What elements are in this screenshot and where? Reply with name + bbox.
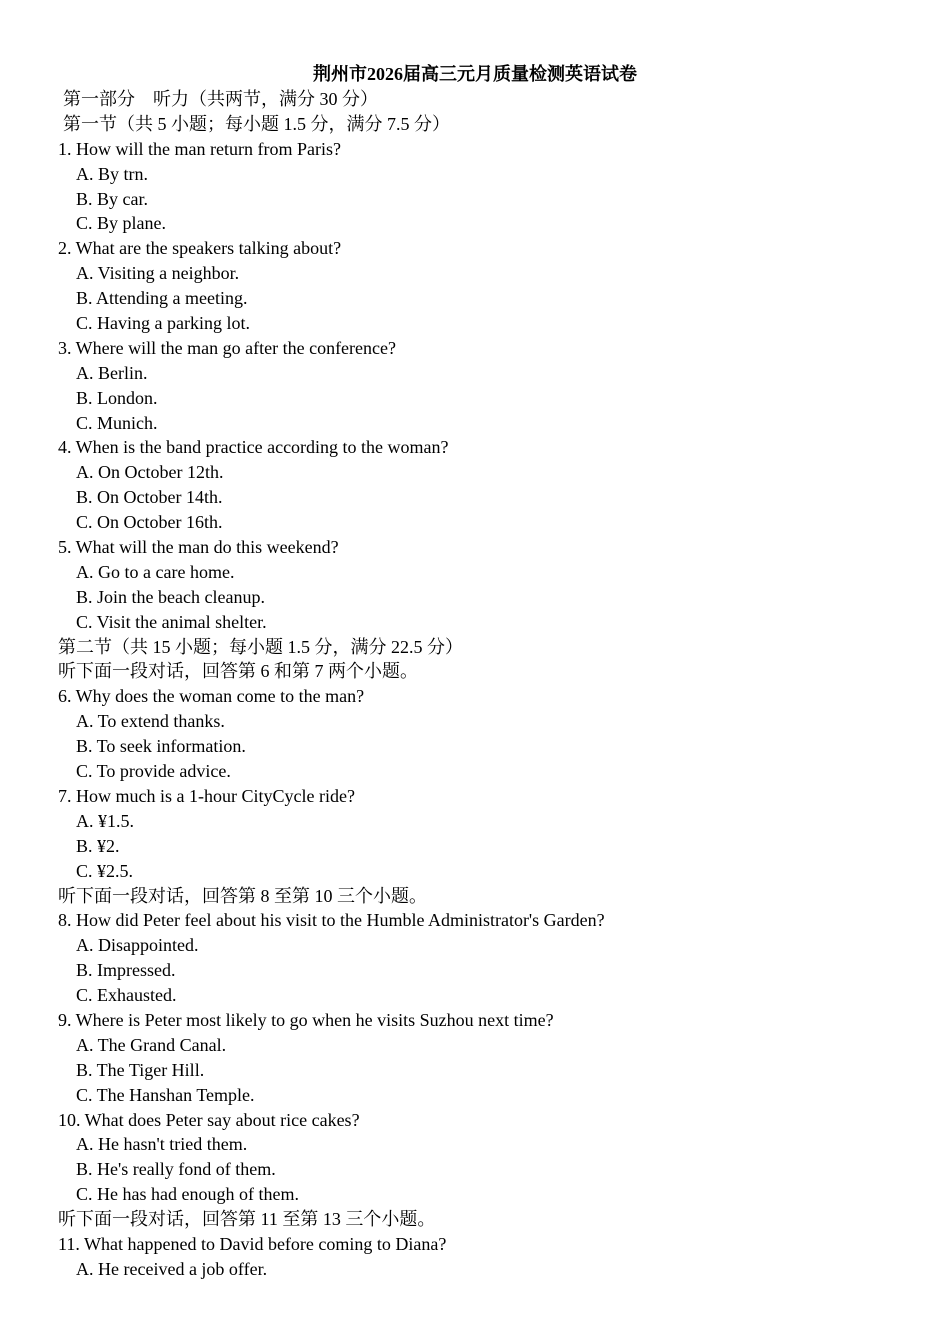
question-stem: 9. Where is Peter most likely to go when he visits Suzhou next time?	[58, 1009, 554, 1030]
answer-option: A. Disappointed.	[76, 935, 199, 956]
answer-option: B. By car.	[76, 188, 148, 209]
answer-option: B. ¥2.	[76, 835, 120, 856]
question-stem: 3. Where will the man go after the conference?	[58, 337, 397, 358]
part-heading: 第一节（共 5 小题；每小题 1.5 分，满分 7.5 分）	[63, 113, 450, 134]
answer-option: C. The Hanshan Temple.	[76, 1084, 255, 1105]
section-heading: 第二节（共 15 小题；每小题 1.5 分，满分 22.5 分）	[58, 636, 463, 657]
answer-option: C. Munich.	[76, 412, 158, 433]
answer-option: C. On October 16th.	[76, 512, 223, 533]
answer-option: B. On October 14th.	[76, 487, 223, 508]
answer-option: C. Visit the animal shelter.	[76, 611, 267, 632]
answer-option: A. Go to a care home.	[76, 561, 235, 582]
answer-option: A. He hasn't tried them.	[76, 1134, 248, 1155]
answer-option: B. The Tiger Hill.	[76, 1059, 205, 1080]
answer-option: C. ¥2.5.	[76, 860, 134, 881]
section-heading: 听下面一段对话，回答第 6 和第 7 两个小题。	[58, 661, 418, 682]
answer-option: B. Join the beach cleanup.	[76, 586, 265, 607]
section-heading: 听下面一段对话，回答第 8 至第 10 三个小题。	[58, 885, 427, 906]
answer-option: A. By trn.	[76, 163, 148, 184]
answer-option: A. Berlin.	[76, 362, 148, 383]
answer-option: A. The Grand Canal.	[76, 1034, 227, 1055]
question-stem: 8. How did Peter feel about his visit to the Humble Administrator's Garden?	[58, 910, 605, 931]
question-stem: 1. How will the man return from Paris?	[58, 138, 341, 159]
answer-option: C. To provide advice.	[76, 761, 231, 782]
section-heading: 听下面一段对话，回答第 11 至第 13 三个小题。	[58, 1209, 436, 1230]
question-stem: 5. What will the man do this weekend?	[58, 537, 339, 558]
answer-option: A. He received a job offer.	[76, 1258, 268, 1279]
answer-option: A. Visiting a neighbor.	[76, 263, 240, 284]
answer-option: C. Having a parking lot.	[76, 313, 250, 334]
question-stem: 4. When is the band practice according to the woman?	[58, 437, 449, 458]
question-stem: 7. How much is a 1-hour CityCycle ride?	[58, 785, 355, 806]
answer-option: B. London.	[76, 387, 158, 408]
question-stem: 11. What happened to David before coming to Diana?	[58, 1233, 447, 1254]
question-stem: 2. What are the speakers talking about?	[58, 238, 342, 259]
exam-title: 荆州市2026届高三元月质量检测英语试卷	[313, 64, 637, 84]
answer-option: A. To extend thanks.	[76, 711, 225, 732]
answer-option: C. Exhausted.	[76, 985, 177, 1006]
question-stem: 6. Why does the woman come to the man?	[58, 686, 365, 707]
answer-option: B. He's really fond of them.	[76, 1159, 276, 1180]
answer-option: B. To seek information.	[76, 736, 246, 757]
answer-option: A. On October 12th.	[76, 462, 224, 483]
exam-content	[0, 87, 950, 1282]
answer-option: B. Impressed.	[76, 960, 176, 981]
answer-option: B. Attending a meeting.	[76, 288, 248, 309]
part-heading: 第一部分 听力（共两节，满分 30 分）	[63, 89, 378, 109]
answer-option: C. He has had enough of them.	[76, 1184, 299, 1205]
question-stem: 10. What does Peter say about rice cakes?	[58, 1109, 360, 1130]
answer-option: C. By plane.	[76, 213, 166, 234]
answer-option: A. ¥1.5.	[76, 810, 134, 831]
